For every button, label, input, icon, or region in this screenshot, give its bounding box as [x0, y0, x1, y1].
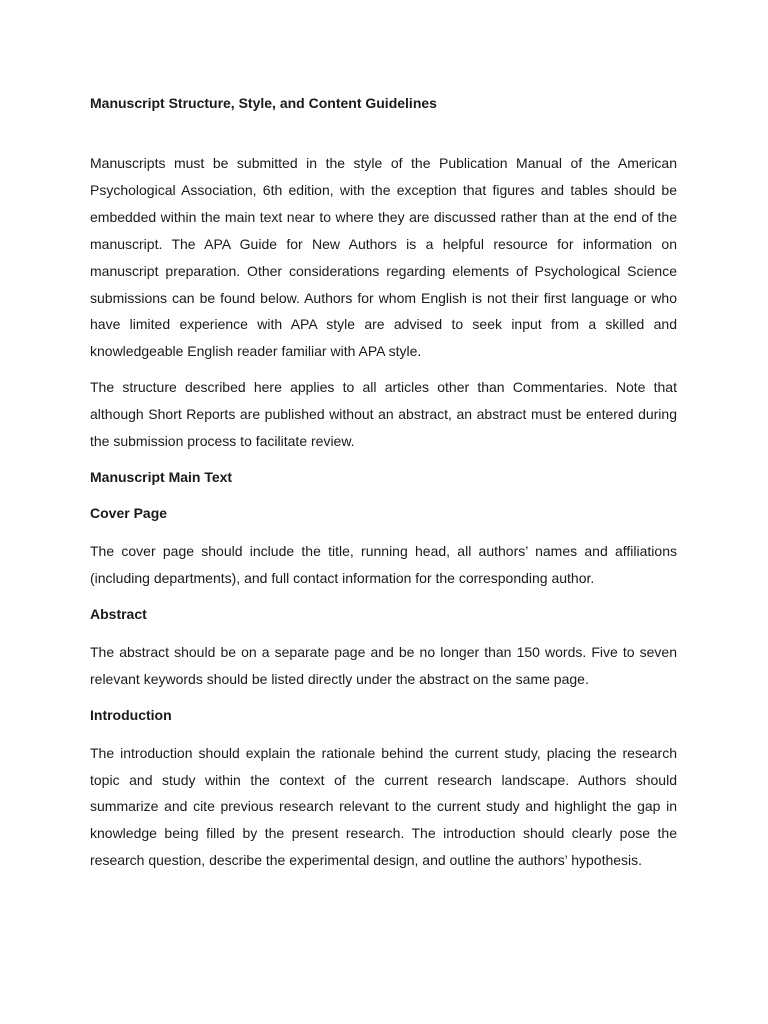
section-heading-main-text: Manuscript Main Text	[90, 468, 233, 485]
section-heading-introduction: Introduction	[90, 706, 172, 723]
cover-page-paragraph: The cover page should include the title, running head, all authors’ names and affiliations (including departments), and full contact information for the corresponding author.	[90, 542, 677, 586]
section-heading-abstract: Abstract	[90, 605, 147, 622]
introduction-paragraph: The introduction should explain the rationale behind the current study, placing the research topic and study within the context of the current research landscape. Authors should summarize and cite previous research relevant to the current study and highlight the gap in knowledge being filled by the present research. The introduction should clearly pose the research question, describe the experimental design, and outline the authors’ hypothesis.	[90, 744, 677, 869]
document-title: Manuscript Structure, Style, and Content Guidelines	[90, 95, 437, 111]
section-heading-cover-page: Cover Page	[90, 504, 168, 521]
abstract-paragraph: The abstract should be on a separate page and be no longer than 150 words. Five to seven relevant keywords should be listed directly under the abstract on the same page.	[90, 643, 677, 687]
intro-paragraph-1: Manuscripts must be submitted in the style of the Publication Manual of the American Psychological Association, 6th edition, with the exception that figures and tables should be embedded within the main text near to where they are discussed rather than at the end of the manuscript. The APA Guide for New Authors is a helpful resource for information on manuscript preparation. Other considerations regarding elements of Psychological Science submissions can be found below. Authors for whom English is not their first language or who have limited experience with APA style are advised to seek input from a skilled and knowledgeable English reader familiar with APA style.	[90, 155, 677, 360]
intro-paragraph-2: The structure described here applies to all articles other than Commentaries. Note that although Short Reports are published without an abstract, an abstract must be entered during the submission process to facilitate review.	[90, 379, 677, 450]
document-page	[90, 92, 677, 883]
